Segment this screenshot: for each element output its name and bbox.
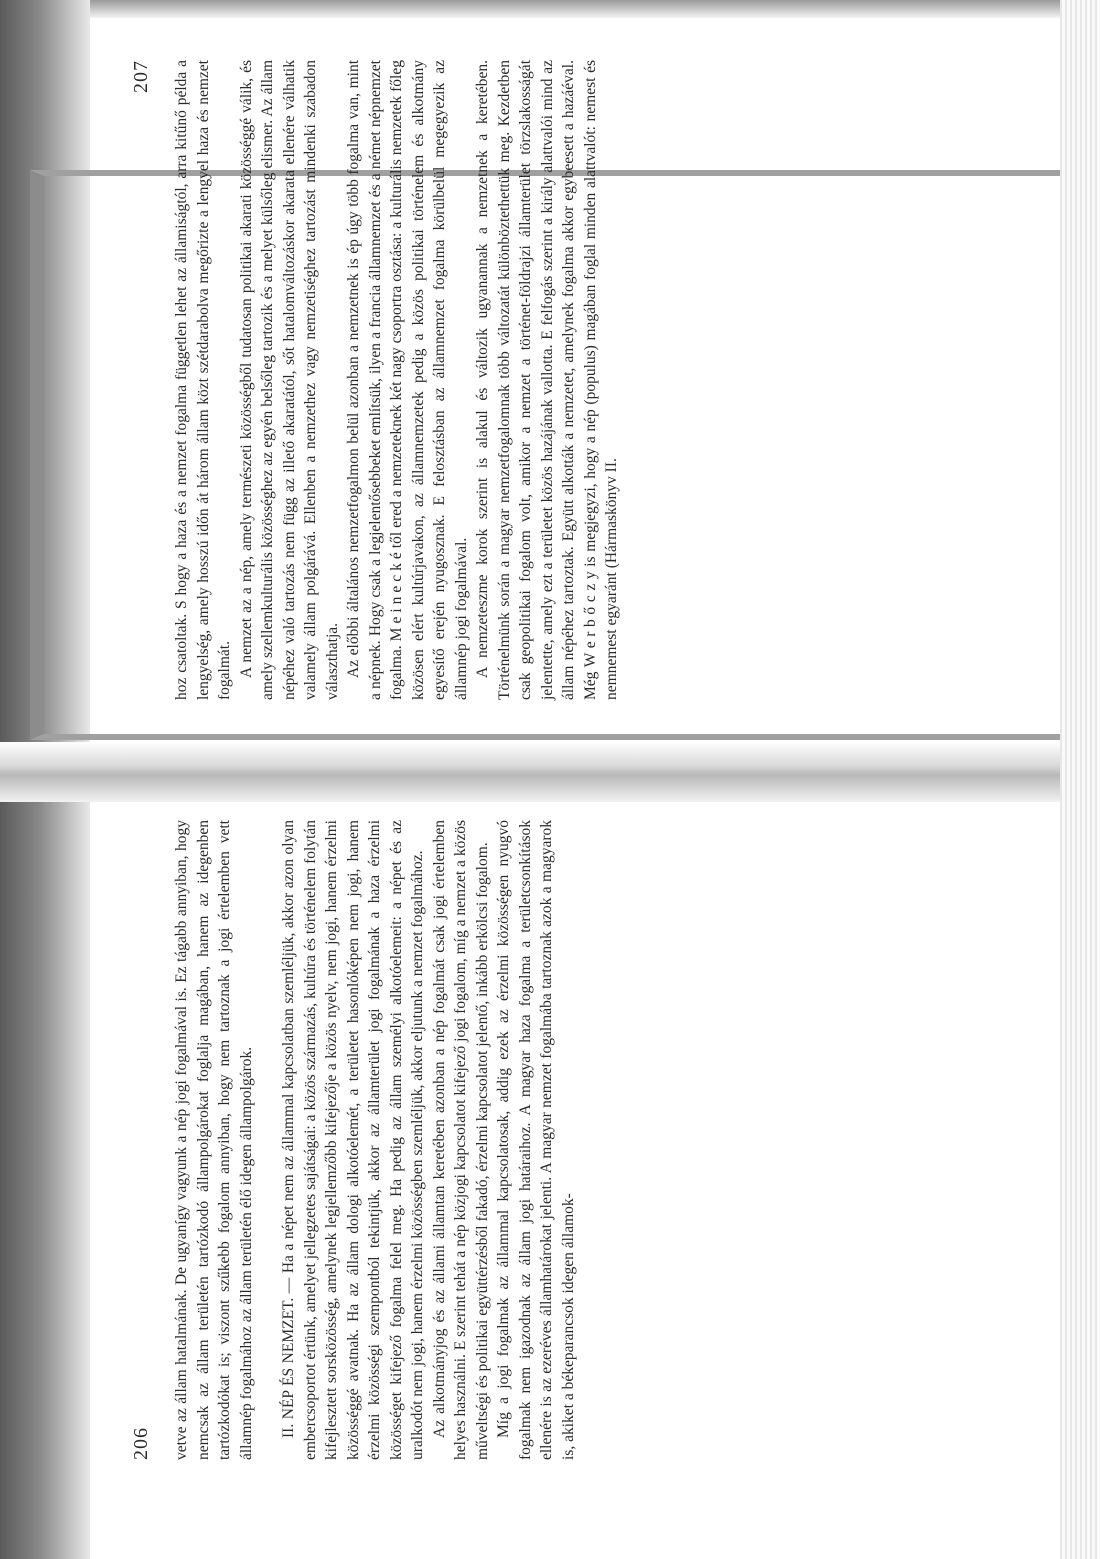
paragraph: Az alkotmányjog és az állami államtan keretében azonban a nép fogalmát csak jogi értelemben helyes használni. E szerint tehát a nép közjogi kapcsolatot kifejező jogi fogalom, míg a nemzet a közös műveltségi és politikai együttérzésből fakadó, érzelmi kapcsolatot jelentő, inkább erkölcsi fogalom. [430,820,491,1460]
page-edges [1060,0,1100,1559]
page-text [171,820,579,1460]
page-text [171,60,623,700]
paragraph: hoz csatoltak. S hogy a haza és a nemzet fogalma független lehet az államiságtól, arra kitűnő példa a lengyelség, amely hosszú időn át három állam közt szétdarabolva megőrizte a lengyel haza és nemzet fogalmát. [173,60,233,700]
paragraph: Míg a jogi fogalmak az állammal kapcsolatosak, addig ezek az érzelmi közösségen nyugvó fogalmak nem igazodnak az állam jogi határaihoz. A magyar haza fogalma a területcsonkítások ellenére is az ezeréves államhatárokat jelenti. A magyar nemzet fogalmába tartoznak azok a magyarok is, akiket a békeparancsok idegen államok- [495,820,577,1460]
page-number: 207 [130,60,152,93]
paragraph: Az előbbi általános nemzetfogalmon belül azonban a nemzetnek is ép úgy több fogalma van, mint a népnek. Hogy csak a legjelentősebbeket említsük, ilyen a francia államnemzet és a német népnemzet fogalma. M e i n e c k é től ered a nemzeteknek két nagy csoportra osztása: a kulturális nemzetek főleg közösen elért kultúrjavakon, az államnemzetek pedig a közös politikai történelem és alkotmány egyesítő erején nyugosznak. E felosztásban az államnemzet fogalma körülbelül megegyezik az államnép jogi fogalmával. [345,60,470,700]
paragraph: A nemzet az a nép, amely természeti közösségből tudatosan politikai akarati közösséggé válik, és amely szellemkulturális közösséghez az egyén belsőleg tartozik és a melyet külsőleg elismer. Az állam népéhez való tartozás nem függ az illető akaratától, sőt hatalomváltozáskor akarata ellenére válhatik valamely állam polgárává. Ellenben a nemzethez vagy nemzetiséghez tartozást mindenki szabadon választhatja. [237,60,341,700]
page-number: 206 [130,1427,152,1460]
scan-top-edge [0,0,1100,18]
section-paragraph: II. NÉP ÉS NEMZET. — Ha a népet nem az állammal kapcsolatban szemléljük, akkor azon olyan embercsoportot értünk, amelyet jellegzetes sajátságai: a közös származás, kultúra és történelem folytán kifejlesztett sorsközösség, amelynek legjellemzőbb kifejezője a közös nyelv, nem jogi, hanem érzelmi közösséggé avatnak. Ha az állam dologi alkotóelemét, a területet hasonlóképen nem jogi, hanem érzelmi közösségi szempontból tekintjük, akkor az államterület jogi fogalmának a haza érzelmi közösséget kifejező fogalma felel meg. Ha pedig az állam személyi alkotóelemeit: a népet és az uralkodót nem jogi, hanem érzelmi közösségben szemléljük, akkor eljutunk a nemzet fogalmához. [280,820,426,1460]
paragraph: vetve az állam hatalmának. De ugyanígy vagyunk a nép jogi fogalmával is. Ez tágabb annyiban, hogy nemcsak az állam területén tartózkodó állampolgárokat foglalja magában, hanem az idegenben tartózkodókat is; viszont szűkebb fogalom annyiban, hogy nem tartoznak a jogi értelemben vett államnép fogalmához az állam területén élő idegen állampolgárok. [173,820,255,1460]
book-gutter [0,742,1100,802]
left-page [130,820,579,1460]
right-page [130,60,623,700]
paragraph: A nemzeteszme korok szerint is alakul és változik ugyanannak a nemzetnek a keretében. Történelmünk során a magyar nemzetfogalomnak több változatát különböztethettük meg. Kezdetben csak geopolitikai fogalom volt, amikor a nemzet a történet-földrajzi államterület törzslakosságát jelentette, amely ezt a területet közös hazájának vallotta. E felfogás szerint a király alattvalói mind az állam népéhez tartoztak. Együtt alkották a nemzetet, amelynek fogalma akkor egybeesett a hazáéval. Még W e r b ő c z y is megjegyzi, hogy a nép (populus) magában foglal minden alattvalót: nemest és nemnemest egyaránt (Hármaskönyv II. [474,60,620,700]
